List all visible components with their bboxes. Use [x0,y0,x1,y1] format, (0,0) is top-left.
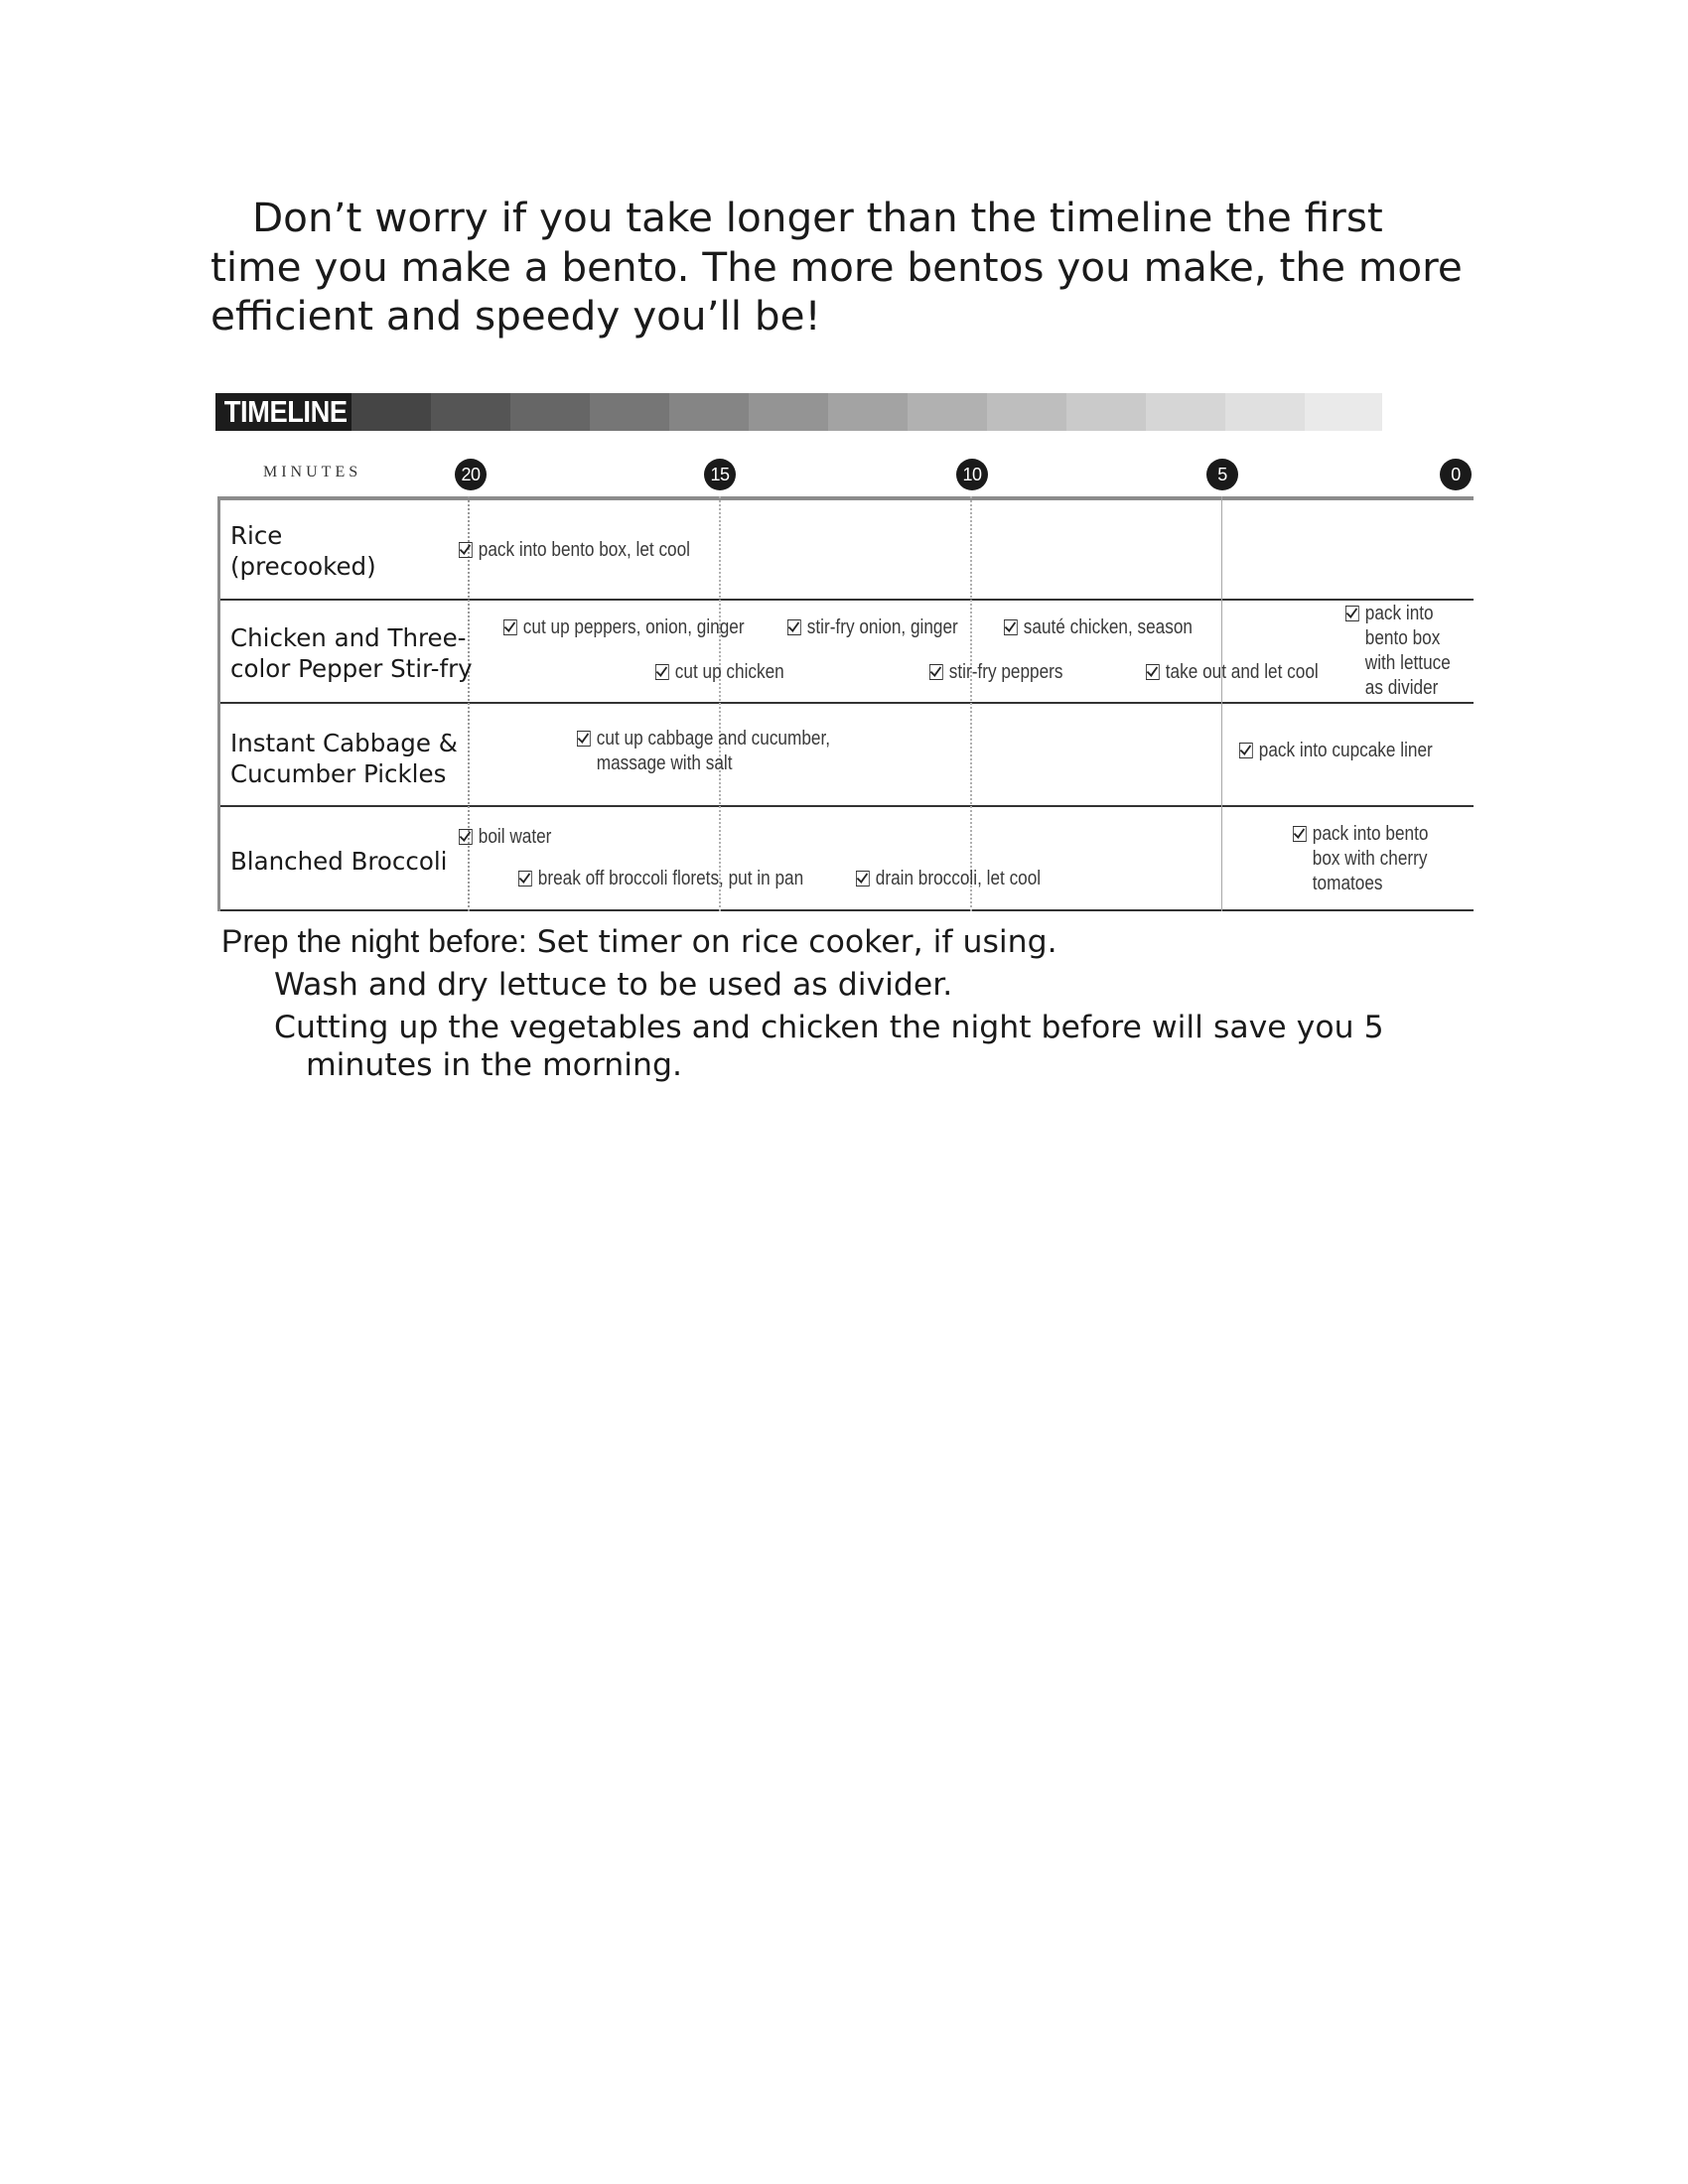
checkbox-icon [518,871,532,887]
task-item: pack into bento box, let cool [459,538,690,563]
banner-gradient-segment [749,393,828,431]
checkbox-icon [856,871,870,887]
task-item: pack into bento box with lettuce as divider [1345,602,1451,701]
task-item: stir-fry peppers [929,660,1062,685]
banner-gradient-segment [908,393,987,431]
banner-gradient-segment [1146,393,1225,431]
row-label-rice: Rice (precooked) [230,521,376,581]
checkbox-icon [929,664,943,680]
minutes-label: MINUTES [263,464,362,480]
banner-gradient-segment [431,393,510,431]
task-item: sauté chicken, season [1004,615,1193,640]
row-divider [217,599,1474,601]
tick-0-marker: 0 [1440,459,1472,490]
intro-paragraph [211,194,1501,341]
tick-5-marker: 5 [1206,459,1238,490]
checkbox-icon [787,619,801,635]
tick-15-marker: 15 [704,459,736,490]
checkbox-icon [459,829,473,845]
task-item: drain broccoli, let cool [856,867,1041,891]
checkbox-icon [503,619,517,635]
task-item: cut up peppers, onion, ginger [503,615,745,640]
timeline-title: TIMELINE [223,394,348,429]
banner-gradient-segment [352,393,431,431]
task-item: cut up cabbage and cucumber, massage with salt [577,727,830,776]
checkbox-icon [1239,743,1253,758]
banner-gradient-segment [987,393,1066,431]
intro-line-2: time you make a bento. The more bentos you make, the more [211,242,1463,291]
task-item: take out and let cool [1146,660,1319,685]
checkbox-icon [577,731,591,747]
row-divider [217,702,1474,704]
banner-gradient-segment [590,393,669,431]
tick-10-marker: 10 [956,459,988,490]
prep-line-4: minutes in the morning. [306,1047,682,1083]
table-left-border [217,496,220,911]
checkbox-icon [655,664,669,680]
task-item: break off broccoli florets, put in pan [518,867,803,891]
timeline-banner [215,393,1422,431]
task-item: cut up chicken [655,660,784,685]
banner-gradient-segment [828,393,908,431]
checkbox-icon [1345,606,1359,621]
checkbox-icon [1004,619,1018,635]
prep-heading: Prep the night before: [221,923,527,959]
table-bottom-border [217,909,1474,911]
prep-line-3: Cutting up the vegetables and chicken the night before will save you 5 [274,1010,1384,1045]
tick-20-marker: 20 [455,459,487,490]
row-label-chicken: Chicken and Three- color Pepper Stir-fry [230,623,473,683]
timeline-table [217,496,1474,911]
intro-line-1: Don’t worry if you take longer than the timeline the first [252,194,1383,241]
checkbox-icon [1293,826,1307,842]
row-label-pickles: Instant Cabbage & Cucumber Pickles [230,729,458,788]
row-label-broccoli: Blanched Broccoli [230,847,448,876]
banner-gradient-segment [1225,393,1305,431]
prep-line-1: Prep the night before: Set timer on rice cooker, if using. [221,923,1057,960]
gridline-5 [1221,496,1222,911]
task-item: pack into cupcake liner [1239,739,1433,763]
row-divider [217,805,1474,807]
banner-gradient-segment [1305,393,1382,431]
intro-line-3: efficient and speedy you’ll be! [211,292,821,340]
task-item: stir-fry onion, ginger [787,615,958,640]
gridline-10 [970,496,972,911]
banner-gradient-segment [510,393,590,431]
prep-line-2: Wash and dry lettuce to be used as divider. [274,967,953,1003]
gridline-15 [719,496,721,911]
checkbox-icon [1146,664,1160,680]
banner-gradient-segment [1066,393,1146,431]
banner-gradient-segment [669,393,749,431]
checkbox-icon [459,542,473,558]
task-item: boil water [459,825,551,850]
task-item: pack into bento box with cherry tomatoes [1293,822,1428,896]
table-top-border [217,496,1474,500]
